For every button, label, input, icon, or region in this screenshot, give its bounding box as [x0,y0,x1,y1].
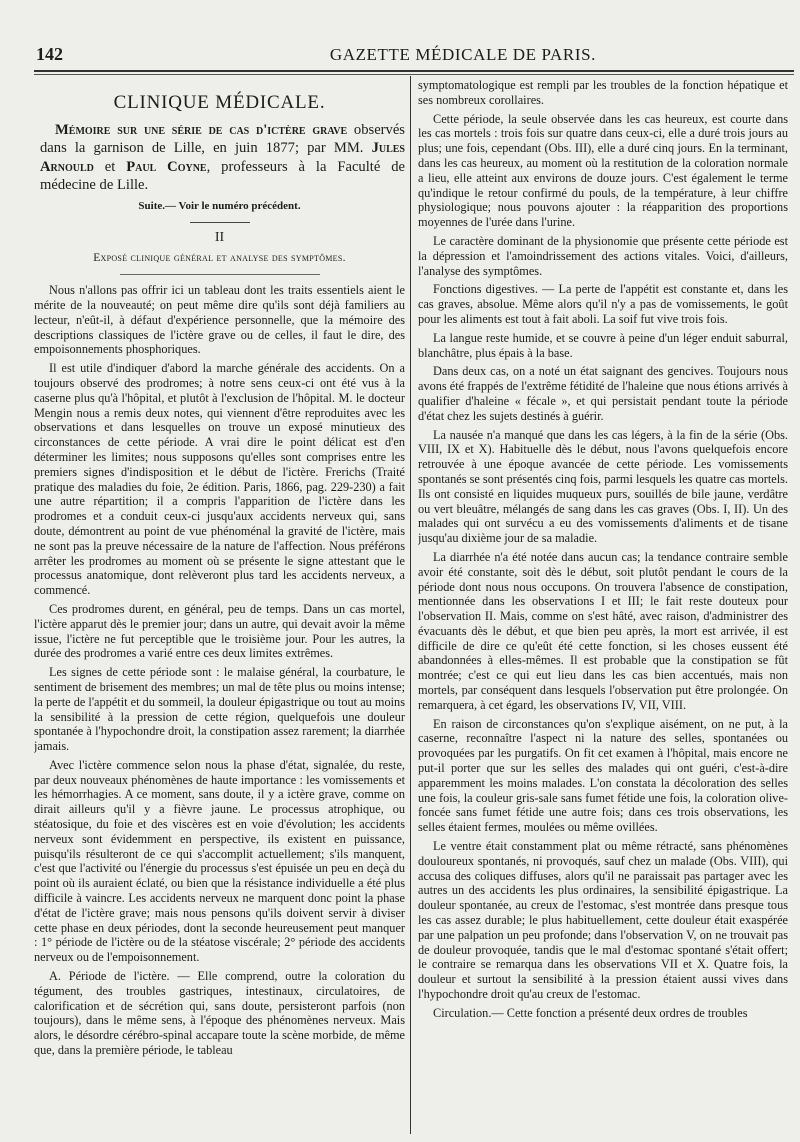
separator-rule [190,222,250,223]
paragraph: Avec l'ictère commence selon nous la phase d'état, signalée, du reste, par deux nouveaux phénomènes de haute importance : les vomissements et les hémorrhagies. A ce moment, sans doute, il y a ictère grave, comme on dirait ailleurs qu'il y a fièvre jaune. Le processus atrophique, ou stéatosique, du foie et des viscères est en voie d'évolution; les accidents nerveux sont évidemment en perspective, ils existent en puissance, puisqu'ils résulteront de ce qui s'accomplit actuellement; s'ils manquent, c'est que l'activité ou l'énergie du processus s'est épuisée un peu en deçà du point où ils auraient éclaté, ou bien que la résistance individuelle a été plus difficile à vaincre. Les accidents nerveux ne marquent donc point la phase d'état de l'ictère grave; mais nous pensons qu'ils doivent servir à diviser cette phase en deux périodes, dont la seconde heureusement peut manquer : 1° période de l'ictère ou de la stéatose viscérale; 2° période des accidents nerveux ou de l'empoisonnement. [34,757,405,965]
paragraph: Le caractère dominant de la physionomie que présente cette période est la dépression et l'amoindrissement des actions vitales. Voici, d'ailleurs, l'analyse des symptômes. [418,233,788,278]
header-rule-thin [34,74,794,75]
page-number: 142 [36,44,63,64]
header-rule [34,70,794,72]
paragraph: symptomatologique est rempli par les troubles de la fonction hépatique et ses nombreux corollaires. [418,78,788,107]
paragraph: Il est utile d'indiquer d'abord la marche générale des accidents. On a toujours observé des prodromes; à notre sens ceux-ci ont été vus à la caserne plus qu'à l'hôpital, et plutôt à l'exclusion de l'hôpital. M. le docteur Mengin nous a remis deux notes, qui viennent d'être reproduites avec les observations et dans lesquelles on trouve un exposé minutieux des circonstances de cette période. A vrai dire le point délicat est d'en déterminer les limites; nous supposons qu'elles sont comprises entre les premiers signes d'indisposition et le début de l'ictère. Frerichs (Traité pratique des maladies du foie, 2e édition. Paris, 1866, pag. 229-230) a fait une autre répartition; il a compris l'apparition de l'ictère dans les prodromes et a conduit ceux-ci jusqu'aux accidents nerveux qui, sans doute, démontrent au point de vue phénoménal la gravité de l'ictère, mais ne sont pas la preuve nécessaire de la nature de l'affection. Nous préférons arrêter les prodromes au moment où se présente le signe attestant que le processus anatomique, dont relèveront plus tard les accidents nerveux, a commencé. [34,361,405,598]
paragraph: Ces prodromes durent, en général, peu de temps. Dans un cas mortel, l'ictère apparut dès le premier jour; dans un autre, qui devait avoir la même issue, l'ictère ne fut perceptible que le troisième jour. Pour les autres, la durée des prodromes a varié entre ces deux limites extrêmes. [34,601,405,661]
right-column [418,78,788,1136]
suite-note: Suite.— Voir le numéro précédent. [138,199,301,212]
subsection-title: Exposé clinique général et analyse des symptômes. [93,252,346,265]
journal-title: GAZETTE MÉDICALE DE PARIS. [329,45,596,64]
paragraph: La nausée n'a manqué que dans les cas légers, à la fin de la série (Obs. VIII, IX et X). Habituelle dès le début, nous l'avons quelquefois encore retrouvée à une époque avancée de cette période. Les vomissements spontanés se sont présentés cinq fois, parmi lesquels les quatre cas mortels. Ils ont consisté en liquides muqueux purs, souillés de bile jaune, verdâtre ou vert bleuâtre, mélangés de sang dans les cas graves (Obs. I, II). Un des malades qui ont survécu a eu des vomissements d'aliments et de tisane jusqu'au dixième jour de sa maladie. [418,427,788,546]
paragraph: En raison de circonstances qu'on s'explique aisément, on ne put, à la caserne, reconnaître l'aspect ni la nature des selles, spontanées ou provoquées par les purgatifs. On fit cet examen à l'hôpital, mais encore ne put-il porter que sur les selles des malades qui ont guéri, c'est-à-dire apparemment les moins malades. L'on constata la décoloration des selles une fois, la couleur gris-sale sans fumet fétide une fois, la coloration olive-foncée sans fumet fétide une autre fois; dans ces trois observations, les selles étaient fermes, moulées ou même ovillées. [418,716,788,835]
paragraph: Fonctions digestives. — La perte de l'appétit est constante et, dans les cas graves, absolue. Même alors qu'il n'y a pas de vomissements, le goût pour les aliments est tout à fait aboli. La soif fut vive trois fois. [418,282,788,326]
paragraph: Le ventre était constamment plat ou même rétracté, sans phénomènes douloureux spontanés, ni provoqués, sauf chez un malade (Obs. VIII), qui accusa des coliques diffuses, alors qu'il ne paraissait pas partager avec les autres un des accidents les plus ordinaires, la sensibilité épigastrique. La douleur spontanée, au creux de l'estomac, s'est montrée dans presque tous les cas assez durable; le plus habituellement, cette douleur était exaspérée par une palpation un peu profonde; dans l'observation V, on ne trouvait pas de douleur provoquée, tandis que le mal d'estomac spontané s'était offert; le contraire se remarqua dans les observations VII et X. Quatre fois, la douleur et surtout la sensibilité à la pression étaient aussi vives dans l'hypochondre droit qu'au creux de l'estomac. [418,839,788,1002]
memoir-title: Mémoire sur une série de cas d'ictère grave [55,121,348,138]
memoir-heading [34,121,405,195]
author-coyne: Paul Coyne [126,158,207,175]
section-title: CLINIQUE MÉDICALE. [113,92,326,113]
column-divider [410,76,411,1134]
paragraph: La diarrhée n'a été notée dans aucun cas; la tendance contraire semble avoir été constante, soit dès le début, soit plutôt pendant le cours de la période dont nous nous occupons. On trouvera l'absence de constipation, mentionnée dans les observations I et III; le fait reste douteux pour l'observation II. Mais, comme on s'est hâté, avec raison, d'administrer des évacuants dès le début, et que bien peu après, la mort est arrivée, il est difficile de dire ce qu'eût été cette fonction, si les choses eussent été abandonnées à elles-mêmes. Il est probable que la constipation se fût montrée; c'est ce qui eut lieu dans les cas bien accentués, mais non mortels, par conséquent dans lesquels l'observation put être prolongée. On remarquera, à cet égard, les observations IV, VII, VIII. [418,549,788,712]
left-column [34,78,405,1136]
memoir-text-2: et [93,158,127,175]
paragraph: Nous n'allons pas offrir ici un tableau dont les traits essentiels aient le mérite de la nouveauté; on peut même dire qu'ils sont déjà familiers au lecteur, n'eût-il, à défaut d'expérience personnelle, que la mémoire des descriptions classiques de l'ictère grave ou de celles, il faut le dire, des empoisonnements phosphoriques. [34,283,405,357]
page-header [36,44,786,65]
paragraph: La langue reste humide, et se couvre à peine d'un léger enduit saburral, blanchâtre, plus épais à la base. [418,330,788,360]
paragraph: Les signes de cette période sont : le malaise général, la courbature, le sentiment de brisement des membres; un mal de tête plus ou moins intense; la perte de l'appétit et du sommeil, la douleur épigastrique ou tout au moins la sensibilité à la pression de cette région, quelquefois une douleur spontanée à l'hypochondre droit, la constipation assez rarement; la diarrhée jamais. [34,665,405,754]
memoir-text-3: , professeurs à la Faculté de médecine de Lille. [40,158,405,194]
subsection-rule [120,274,320,275]
memoir-text-1: observés dans la garnison de Lille, en juin 1877; par MM. [40,121,405,157]
author-arnould: Jules Arnould [40,140,405,175]
paragraph: A. Période de l'ictère. — Elle comprend, outre la coloration du tégument, des troubles gastriques, intestinaux, circulatoires, de calorification et de sécrétion qui, sans doute, persisteront parfois (non toujours), dans le même sens, à l'époque des phénomènes nerveux. Mais alors, le désordre cérébro-spinal accapare toute la scène morbide, de même que, dans la première période, le tableau [34,969,405,1058]
paragraph: Dans deux cas, on a noté un état saignant des gencives. Toujours nous avons été frappés de l'extrême fétidité de l'haleine que nous étions arrivés à qualifier d'haleine « fécale », et qui persistait pendant toute la période d'état chez les sujets destinés à guérir. [418,364,788,423]
paragraph: Circulation.— Cette fonction a présenté deux ordres de troubles [433,1005,748,1020]
part-number: II [214,229,225,245]
paragraph: Cette période, la seule observée dans les cas heureux, est courte dans les cas mortels : trois fois sur quatre dans ceux-ci, elle a duré trois jours au plus; une fois, cependant (Obs. III), elle a duré cinq jours. En la terminant, dans les cas heureux, au moment où la restitution de la coloration normale a lieu, elle atteint aux environs de douze jours. C'est également le terme qu'indique le retour confirmé du pouls, de la température, à leur chiffre physiologique; nous pouvons ajouter : la réapparition des proportions moyennes de l'urée dans l'urine. [418,111,788,230]
